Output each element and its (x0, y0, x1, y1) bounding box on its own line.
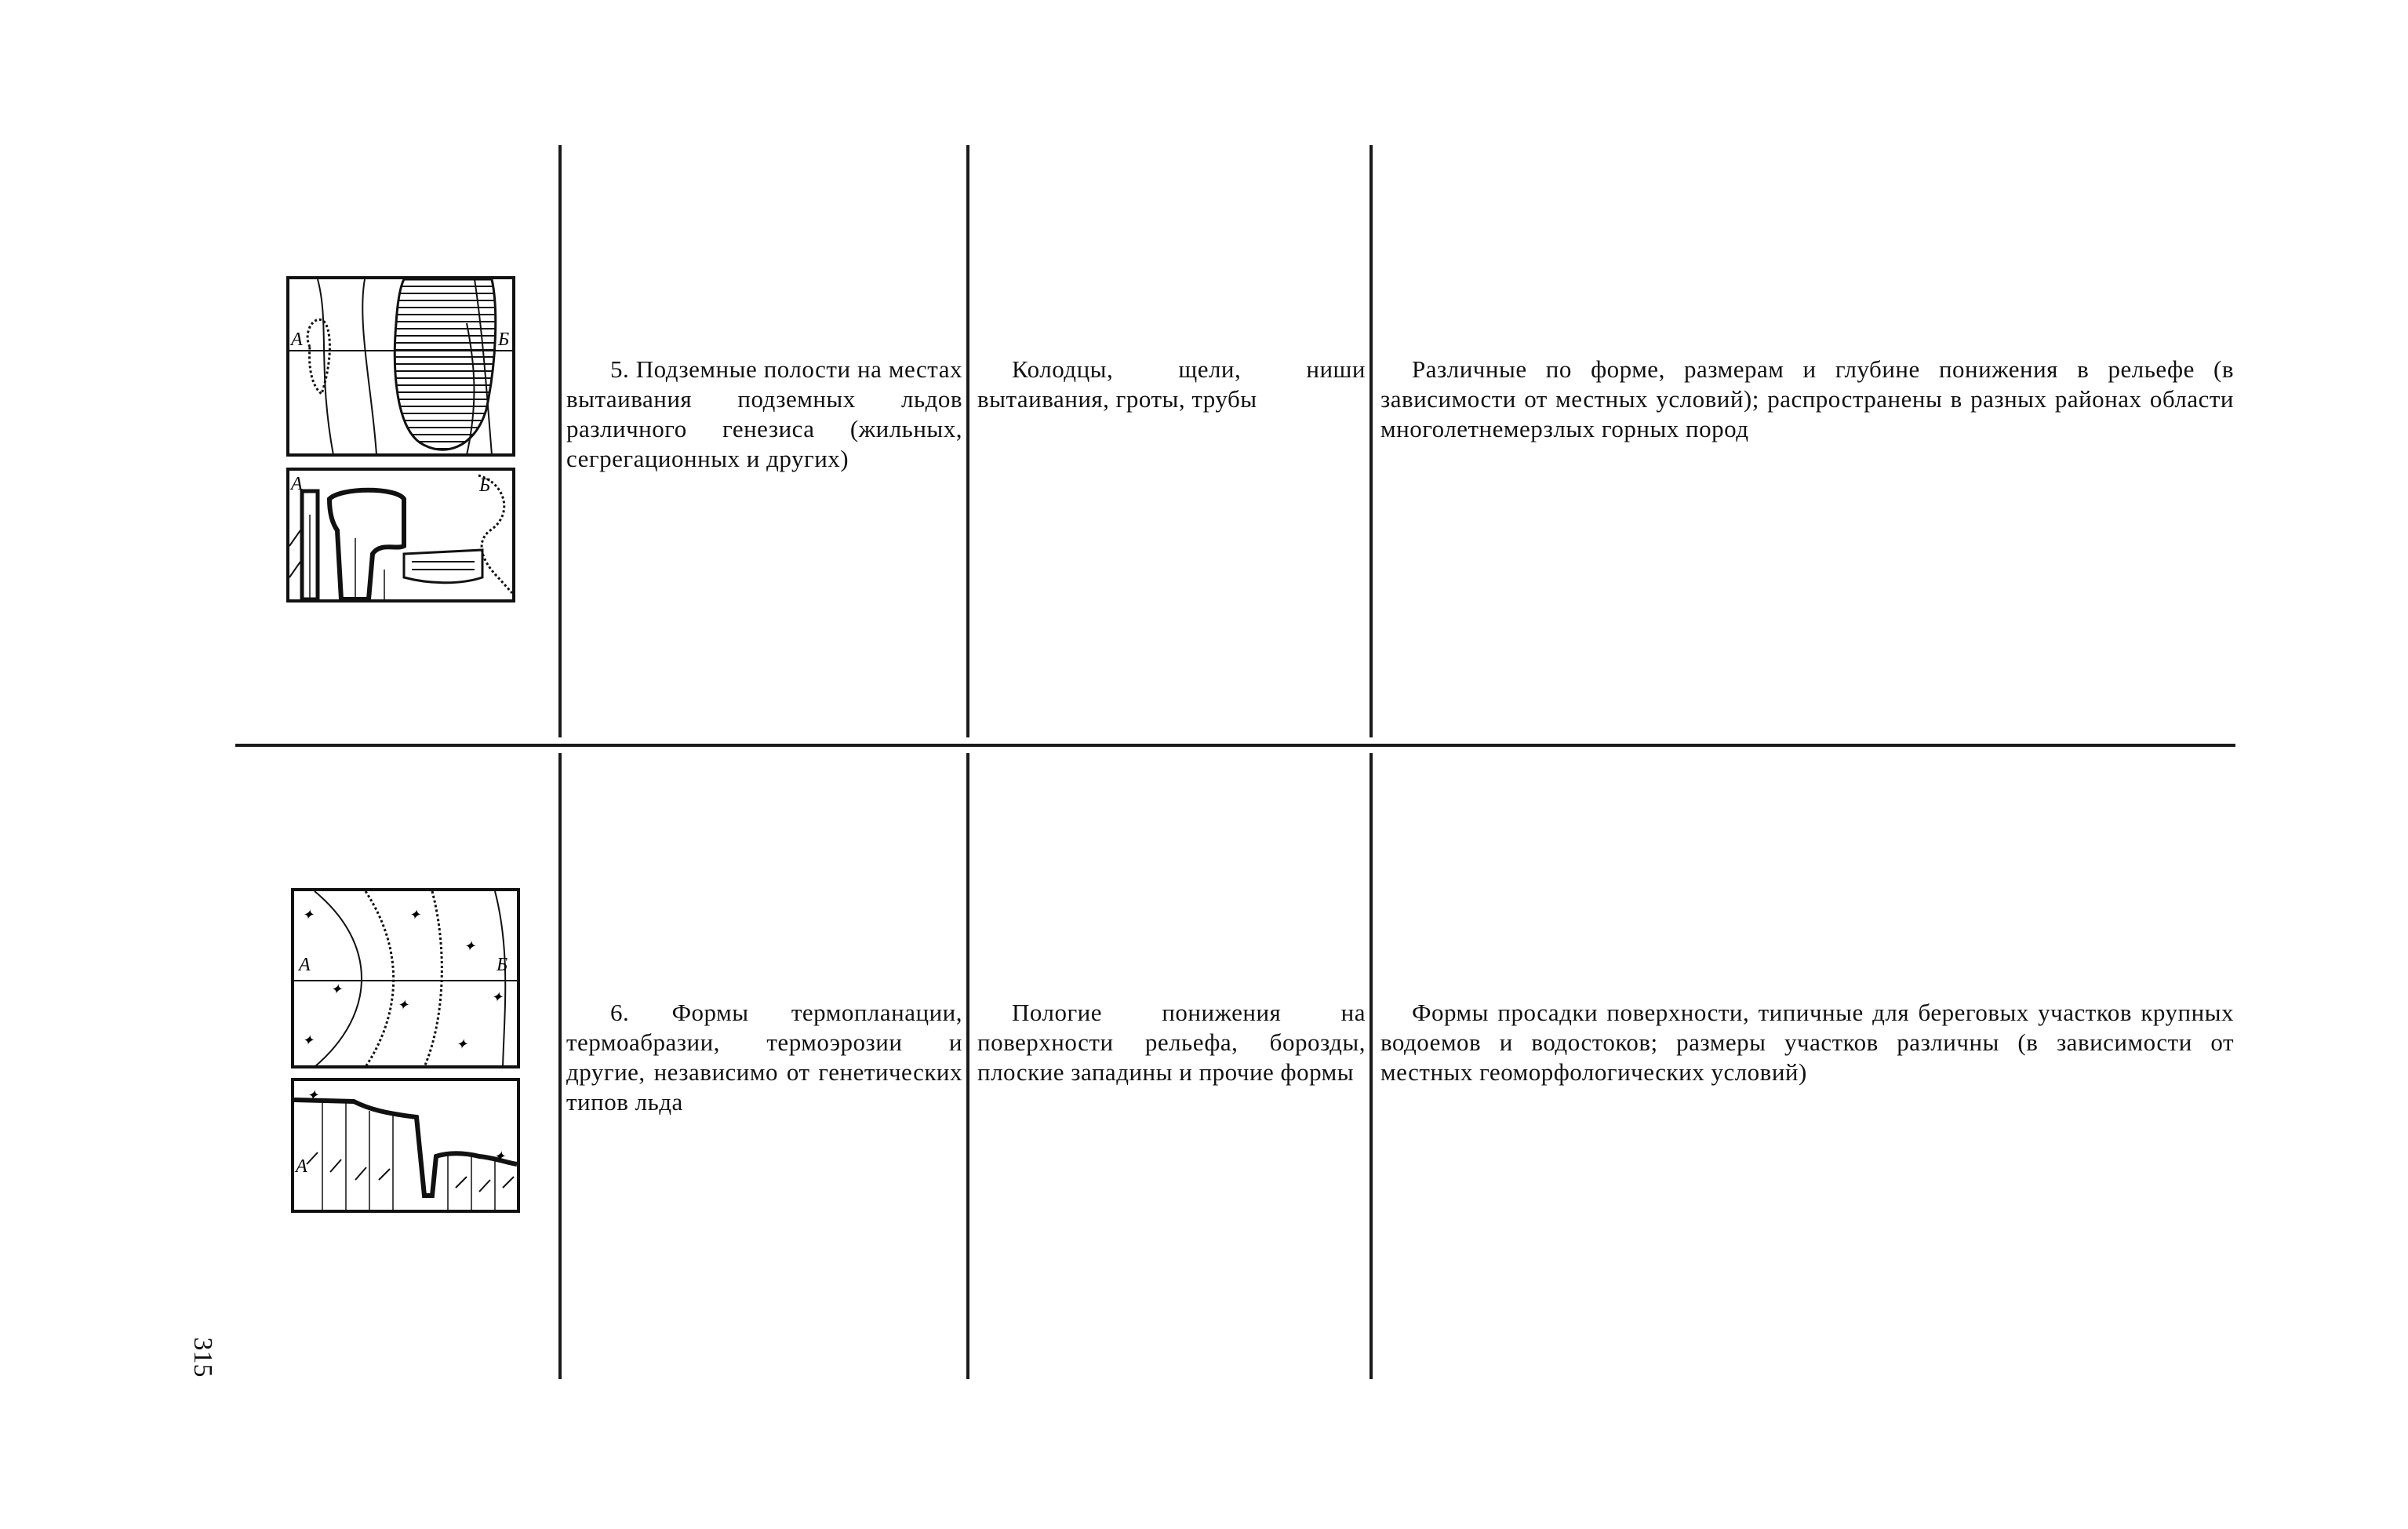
row2-plan-figure (291, 888, 520, 1068)
row2-col1-type: 6. Формы термопланации, термоабразии, термоэрозии и другие, независимо от генетических типов льда (566, 999, 962, 1116)
svg-text:✦: ✦ (456, 1036, 468, 1052)
column-divider-3-bottom (1370, 753, 1373, 1379)
row1-section-figure (286, 468, 515, 602)
svg-text:✦: ✦ (330, 981, 343, 997)
column-divider-3-top (1370, 145, 1373, 737)
svg-text:✦: ✦ (302, 907, 315, 923)
row1-section-label-b: Б (479, 475, 491, 496)
row1-section-label-a: А (291, 474, 303, 494)
row2-col3-description: Формы просадки поверхности, типичные для береговых участков крупных водоемов и водостоков; размеры участков различны (в зависимости от местных геоморфологических условий) (1380, 999, 2234, 1086)
svg-text:✦: ✦ (464, 938, 476, 954)
svg-text:✦: ✦ (397, 997, 409, 1013)
svg-text:✦: ✦ (491, 989, 504, 1005)
row1-col3-description: Различные по форме, размерам и глубине понижения в рельефе (в зависимости от местных условий); распространены в разных районах области многолетнемерзлых горных пород (1380, 355, 2234, 442)
row2-plan-label-a: А (299, 955, 311, 975)
row2-section-label-a: А (296, 1156, 307, 1177)
row1-col2-forms: Колодцы, щели, ниши вытаивания, гроты, трубы (977, 355, 1366, 413)
row2-plan-label-b: Б (497, 955, 508, 975)
row1-plan-label-a: А (291, 329, 303, 350)
page-number: 315 (188, 1337, 217, 1378)
row2-col2-forms: Пологие понижения на поверхности рельефа, борозды, плоские западины и прочие формы (977, 999, 1366, 1086)
row1-plan-label-b: Б (498, 329, 510, 350)
row1-plan-figure (286, 276, 515, 457)
svg-text:✦: ✦ (302, 1032, 315, 1048)
row-separator (235, 744, 2235, 747)
svg-text:✦: ✦ (307, 1087, 319, 1103)
svg-text:✦: ✦ (409, 907, 421, 923)
row1-col1-type: 5. Подземные полости на местах вытаивания подземных льдов различного генезиса (жильных, сегрегационных и других) (566, 355, 962, 472)
row2-section-figure (291, 1078, 520, 1213)
svg-text:✦: ✦ (493, 1149, 506, 1164)
column-divider-2-top (966, 145, 969, 737)
